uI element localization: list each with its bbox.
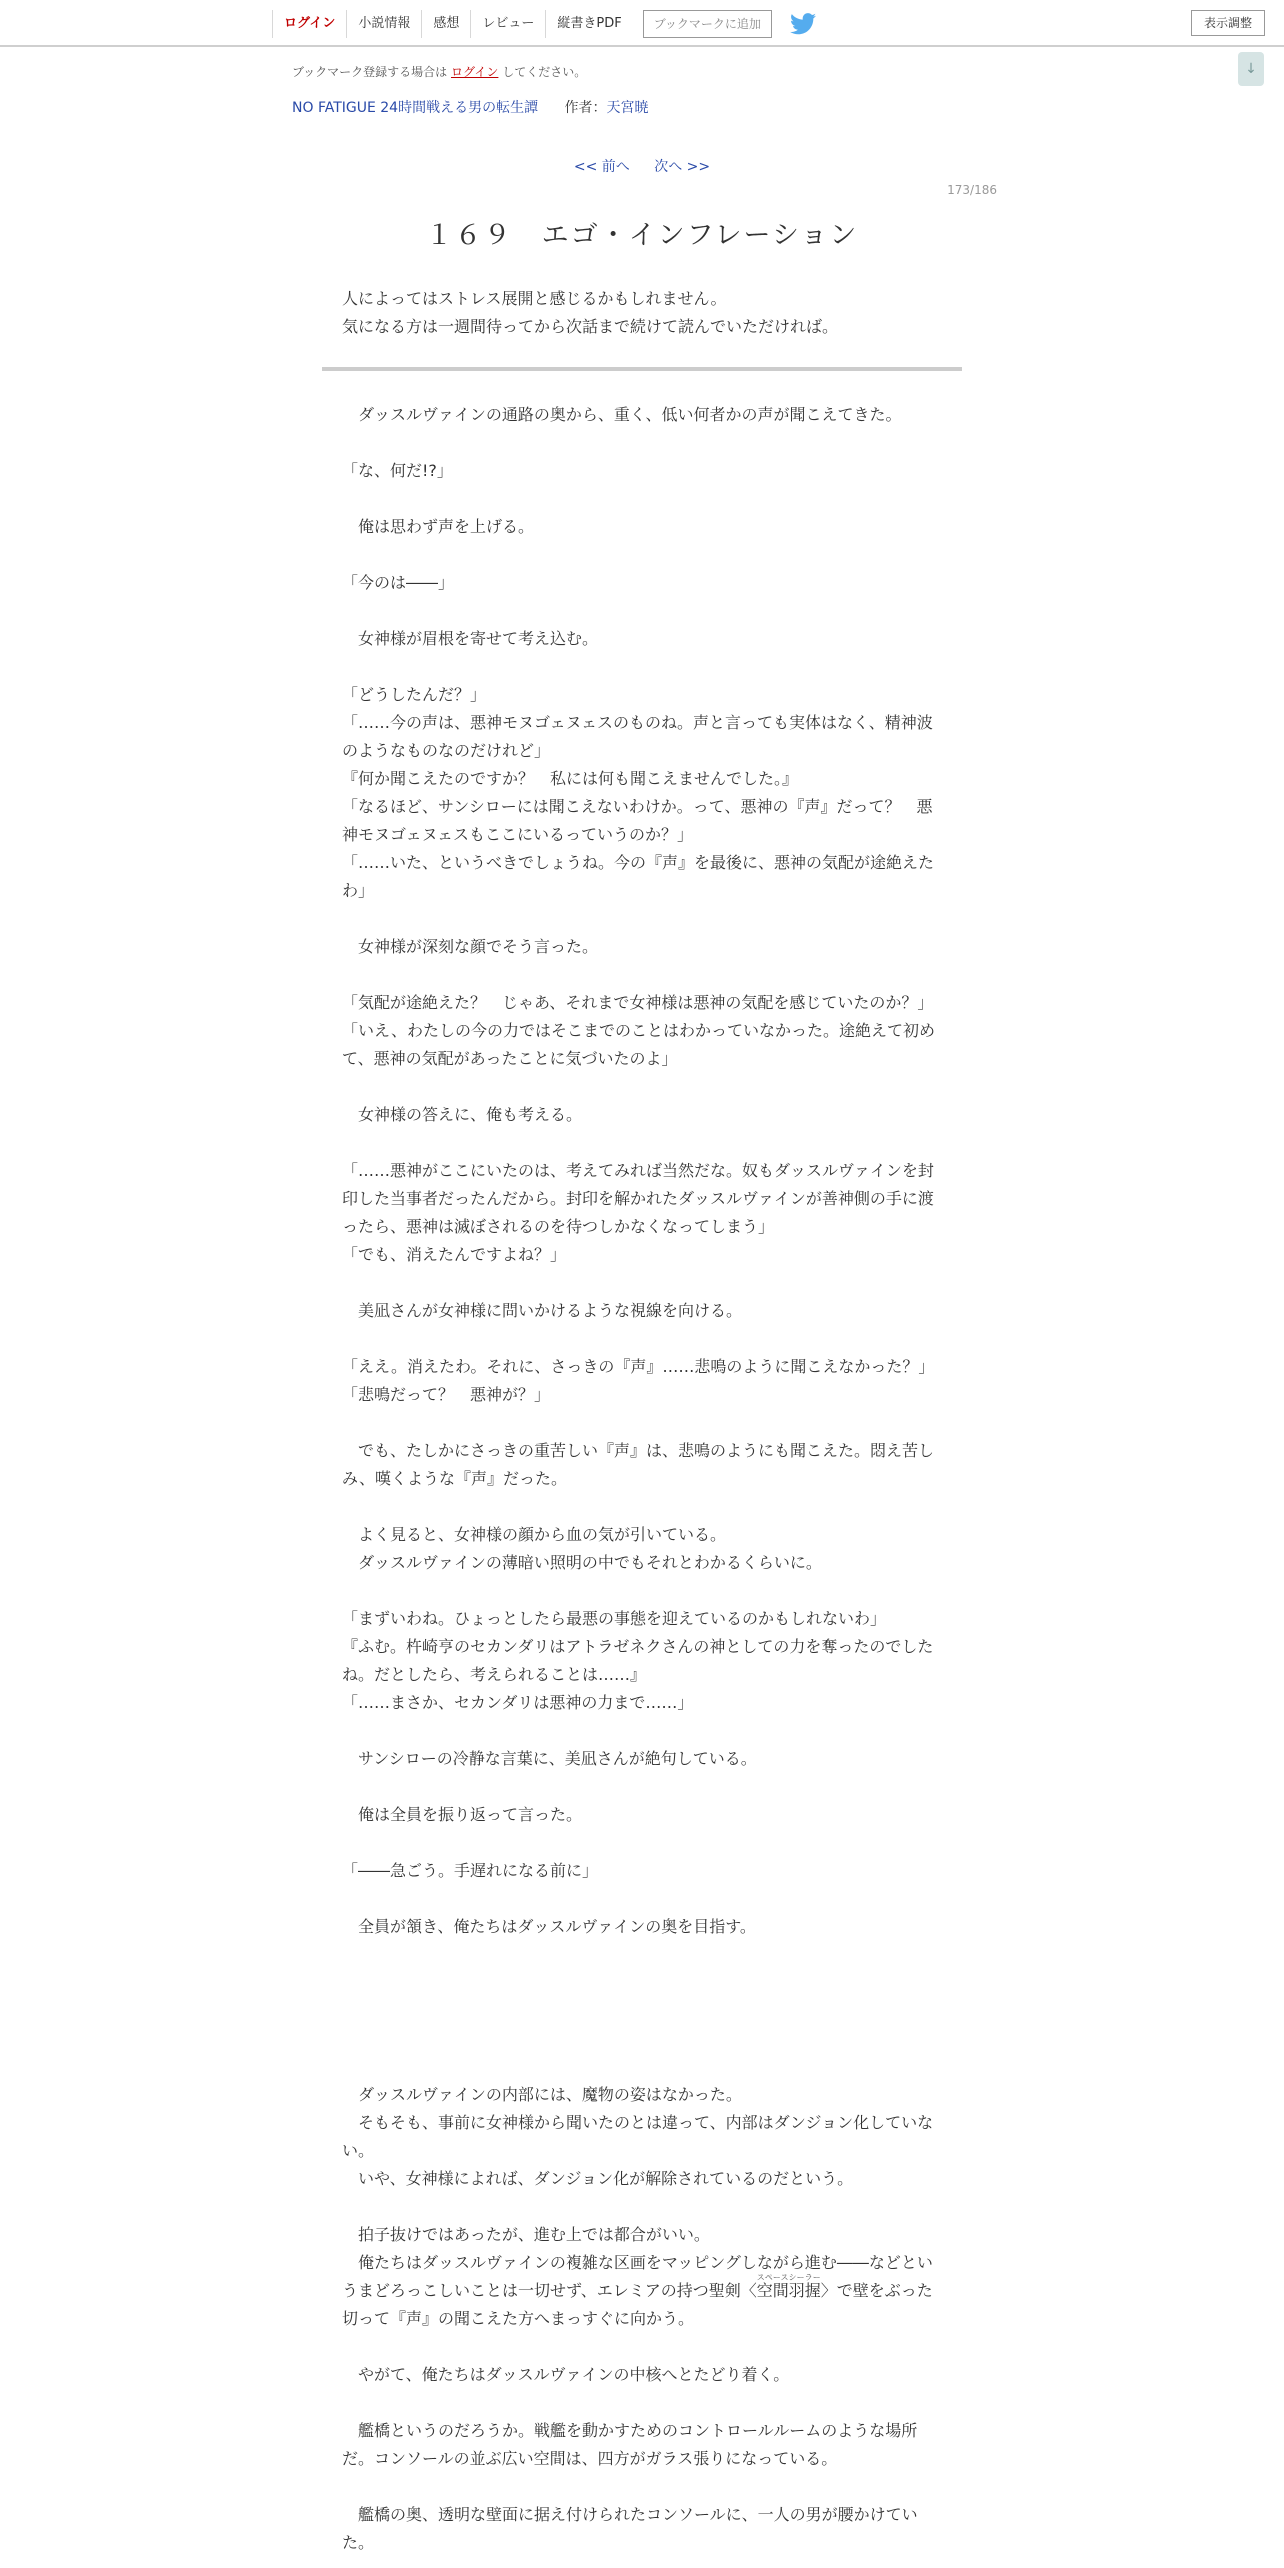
blank-line — [342, 1829, 942, 1857]
review-link[interactable]: レビュー — [470, 10, 545, 38]
body-paragraph: 「な、何だ!?」 — [342, 461, 453, 480]
body-paragraph: 「ええ。消えたわ。それに、さっきの『声』……悲鳴のように聞こえなかった？」 — [342, 1357, 935, 1376]
body-paragraph: 「悲鳴だって？ 悪神が？」 — [342, 1385, 551, 1404]
blank-line — [342, 1073, 942, 1101]
blank-line — [342, 1717, 942, 1745]
body-paragraph: 「なるほど、サンシローには聞こえないわけか。って、悪神の『声』だって？ 悪神モヌゴェヌェスもここにいるっていうのか？」 — [342, 797, 933, 844]
series-header — [292, 97, 649, 117]
chapter-pager — [0, 156, 1284, 176]
body-paragraph: サンシローの冷静な言葉に、美凪さんが絶句している。 — [342, 1749, 757, 1768]
twitter-icon[interactable] — [790, 13, 816, 35]
blank-line — [342, 2193, 942, 2221]
body-paragraph: ダッスルヴァインの薄暗い照明の中でもそれとわかるくらいに。 — [342, 1553, 822, 1572]
body-paragraph: 美凪さんが女神様に問いかけるような視線を向ける。 — [342, 1301, 743, 1320]
chapter-body — [342, 401, 942, 2557]
body-paragraph: 「気配が途絶えた？ じゃあ、それまで女神様は悪神の気配を感じていたのか？」 — [342, 993, 934, 1012]
body-paragraph: 俺たちはダッスルヴァインの複雑な区画をマッピングしながら進む――などというまどろっこしいことは一切せず、エレミアの持つ聖剣〈空間羽握スペースシーラー〉で壁をぶった切って『声』の聞こえた方へまっすぐに向かう。 — [342, 2253, 933, 2328]
body-paragraph: 全員が頷き、俺たちはダッスルヴァインの奥を目指す。 — [342, 1917, 756, 1936]
body-paragraph: 拍子抜けではあったが、進む上では都合がいい。 — [342, 2225, 710, 2244]
blank-line — [342, 961, 942, 989]
add-bookmark-button[interactable]: ブックマークに追加 — [643, 10, 772, 38]
blank-line — [342, 2473, 942, 2501]
body-paragraph: 「今のは――」 — [342, 573, 455, 592]
body-paragraph: 女神様が深刻な顔でそう言った。 — [342, 937, 599, 956]
blank-line — [342, 653, 942, 681]
body-paragraph: 俺は全員を振り返って言った。 — [342, 1805, 583, 1824]
blank-line — [342, 485, 942, 513]
blank-line — [342, 2333, 942, 2361]
body-paragraph: 「……悪神がここにいたのは、考えてみれば当然だな。奴もダッスルヴァインを封印した当事者だったんだから。封印を解かれたダッスルヴァインが善神側の手に渡ったら、悪神は滅ぼされるのを待つしかなくなってしまう」 — [342, 1161, 934, 1236]
body-paragraph: 「――急ごう。手遅れになる前に」 — [342, 1861, 599, 1880]
login-link[interactable]: ログイン — [272, 10, 346, 38]
body-paragraph: 「……今の声は、悪神モヌゴェヌェスのものね。声と言っても実体はなく、精神波のようなものなのだけれど」 — [342, 713, 933, 760]
body-paragraph: 「どうしたんだ？」 — [342, 685, 487, 704]
blank-line — [342, 429, 942, 457]
chapter-counter: 173/186 — [947, 183, 997, 197]
notice-suffix: してください。 — [502, 65, 587, 79]
series-title-link[interactable]: NO FATIGUE 24時間戦える男の転生譚 — [292, 100, 539, 116]
blank-line — [342, 1269, 942, 1297]
novel-info-link[interactable]: 小説情報 — [346, 10, 421, 38]
body-paragraph: 「まずいわね。ひょっとしたら最悪の事態を迎えているのかもしれないわ」 — [342, 1609, 887, 1628]
impressions-link[interactable]: 感想 — [421, 10, 470, 38]
blank-line — [342, 1997, 942, 2025]
blank-line — [342, 905, 942, 933]
main-nav — [272, 10, 816, 38]
body-paragraph: そもそも、事前に女神様から聞いたのとは違って、内部はダンジョン化していない。 — [342, 2113, 934, 2160]
next-chapter-link[interactable]: 次へ >> — [654, 159, 711, 175]
blank-line — [342, 1885, 942, 1913]
notice-prefix: ブックマーク登録する場合は — [292, 65, 448, 79]
blank-line — [342, 1577, 942, 1605]
blank-line — [342, 541, 942, 569]
preface-line: 人によってはストレス展開と感じるかもしれません。 — [342, 289, 727, 308]
body-paragraph: 女神様が眉根を寄せて考え込む。 — [342, 629, 599, 648]
chapter-preface — [342, 285, 942, 341]
body-paragraph: 艦橋というのだろうか。戦艦を動かすためのコントロールルームのような場所だ。コンソールの並ぶ広い空間は、四方がガラス張りになっている。 — [342, 2421, 918, 2468]
blank-line — [342, 1129, 942, 1157]
scroll-down-button[interactable]: ↓ — [1238, 52, 1264, 86]
body-paragraph: 「……いた、というべきでしょうね。今の『声』を最後に、悪神の気配が途絶えたわ」 — [342, 853, 935, 900]
blank-line — [342, 2389, 942, 2417]
top-bar — [0, 0, 1284, 47]
body-paragraph: 『何か聞こえたのですか？ 私には何も聞こえませんでした。』 — [342, 769, 799, 788]
notice-login-link[interactable]: ログイン — [451, 65, 499, 79]
blank-line — [342, 1409, 942, 1437]
prev-chapter-link[interactable]: << 前へ — [573, 159, 630, 175]
body-paragraph: 俺は思わず声を上げる。 — [342, 517, 535, 536]
body-paragraph: でも、たしかにさっきの重苦しい『声』は、悲鳴のようにも聞こえた。悶え苦しみ、嘆くような『声』だった。 — [342, 1441, 935, 1488]
blank-line — [342, 2053, 942, 2081]
blank-line — [342, 1325, 942, 1353]
bookmark-notice — [292, 63, 586, 80]
body-paragraph: 「……まさか、セカンダリは悪神の力まで……」 — [342, 1693, 694, 1712]
blank-line — [342, 597, 942, 625]
body-paragraph: 『ふむ。杵崎亨のセカンダリはアトラゼネクさんの神としての力を奪ったのでしたね。だとしたら、考えられることは……』 — [342, 1637, 934, 1684]
blank-line — [342, 1941, 942, 1969]
ruby-text: 空間羽握スペースシーラー — [756, 2273, 821, 2300]
body-paragraph: ダッスルヴァインの内部には、魔物の姿はなかった。 — [342, 2085, 742, 2104]
chapter-title: １６９ エゴ・インフレーション — [425, 220, 859, 251]
blank-line — [342, 2025, 942, 2053]
body-paragraph: 「いえ、わたしの今の力ではそこまでのことはわかっていなかった。途絶えて初めて、悪神の気配があったことに気づいたのよ」 — [342, 1021, 935, 1068]
display-settings-button[interactable]: 表示調整 — [1191, 10, 1265, 36]
body-paragraph: いや、女神様によれば、ダンジョン化が解除されているのだという。 — [342, 2169, 854, 2188]
body-paragraph: ダッスルヴァインの通路の奥から、重く、低い何者かの声が聞こえてきた。 — [342, 405, 902, 424]
author-label: 作者： — [564, 100, 607, 116]
vertical-pdf-link[interactable]: 縦書きPDF — [545, 10, 632, 38]
body-paragraph: 女神様の答えに、俺も考える。 — [342, 1105, 583, 1124]
author-link[interactable]: 天宮暁 — [606, 100, 649, 116]
blank-line — [342, 1493, 942, 1521]
body-paragraph: 「でも、消えたんですよね？」 — [342, 1245, 567, 1264]
body-paragraph: よく見ると、女神様の顔から血の気が引いている。 — [342, 1525, 727, 1544]
body-paragraph: やがて、俺たちはダッスルヴァインの中核へとたどり着く。 — [342, 2365, 790, 2384]
preface-divider — [322, 367, 962, 371]
blank-line — [342, 1773, 942, 1801]
blank-line — [342, 1969, 942, 1997]
body-paragraph: 艦橋の奥、透明な壁面に据え付けられたコンソールに、一人の男が腰かけていた。 — [342, 2505, 918, 2552]
preface-line: 気になる方は一週間待ってから次話まで続けて読んでいただければ。 — [342, 317, 839, 336]
